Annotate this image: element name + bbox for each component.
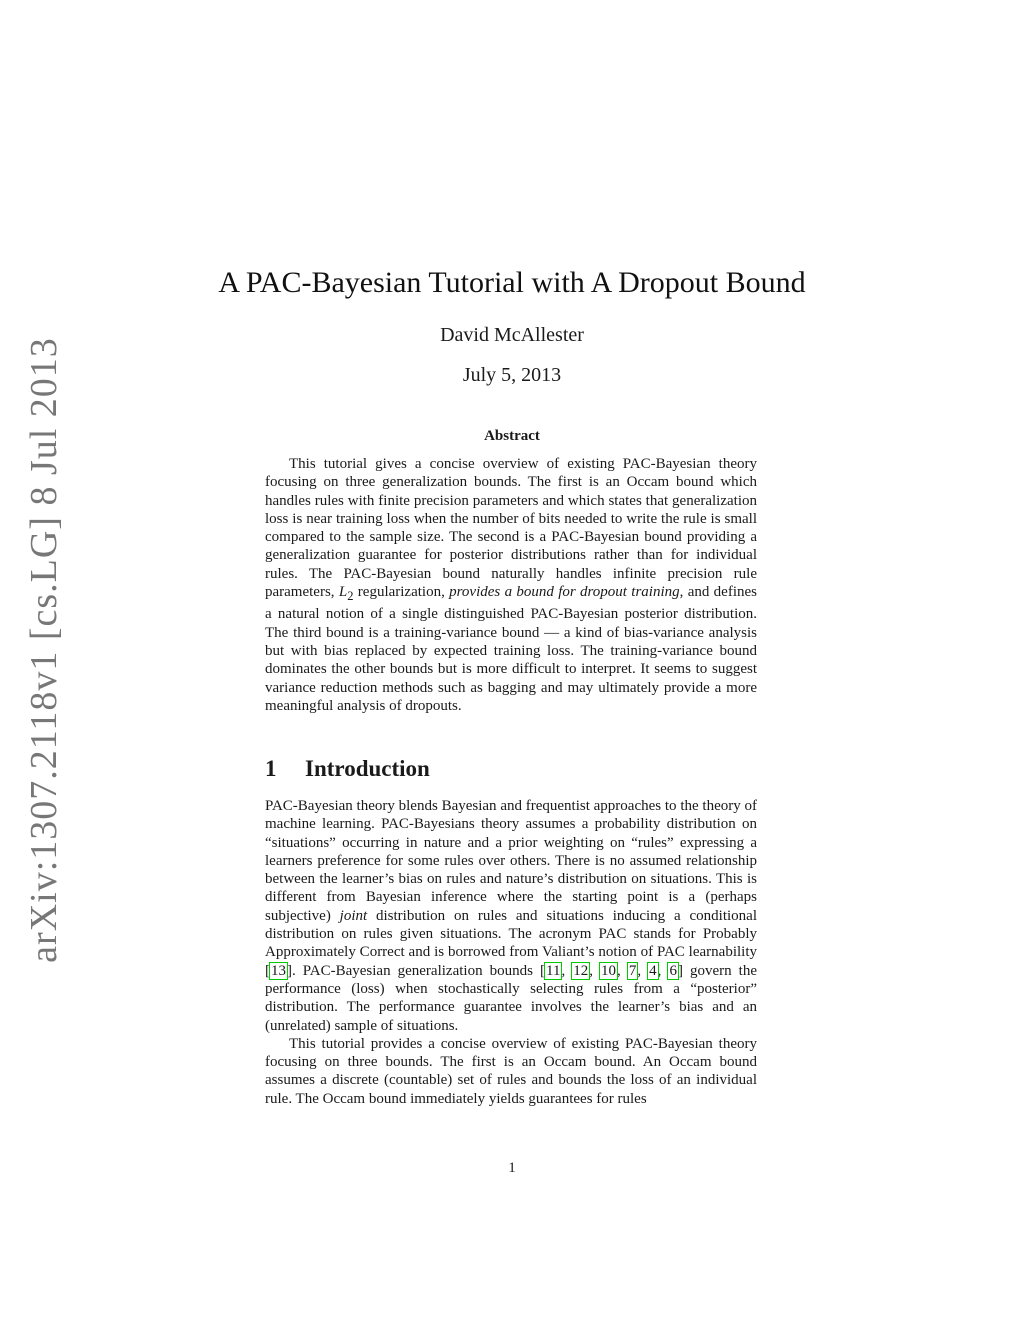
bracket-close: ]: [677, 962, 683, 979]
abstract-text-part2: regularization,: [353, 584, 450, 601]
publication-date: July 5, 2013: [462, 364, 562, 386]
citation-separator: ,: [657, 962, 669, 979]
intro-paragraph-2: This tutorial provides a concise overview of existing PAC-Bayesian theory focusing on three bounds. The first is an Occam bound. An Occam bound assumes a discrete (countable) set of rules and bounds the loss of an individual rule. The Occam bound immediately yields guarantees for rules: [265, 1035, 757, 1107]
introduction-body: [265, 797, 757, 1108]
citation-separator: ,: [637, 962, 649, 979]
citation-separator: ,: [617, 962, 628, 979]
arxiv-side-identifier: arXiv:1307.2118v1 [cs.LG] 8 Jul 2013: [23, 337, 65, 963]
section-title: Introduction: [305, 756, 430, 781]
intro-p1-text-c: . PAC-Bayesian generalization bounds: [292, 962, 540, 979]
citation-link[interactable]: 7: [628, 962, 637, 979]
intro-p1-text-b: distribution on rules and situations inducing a conditional distribution on rules given situations. The acronym PAC stands for Probably Approximately Correct and is borrowed from Valiant’s notion of PAC learnability: [265, 907, 758, 961]
abstract-body: [265, 455, 757, 715]
l2-subscript: 2: [347, 589, 354, 604]
citation-link[interactable]: 12: [573, 962, 589, 979]
abstract-text-part1: This tutorial gives a concise overview of existing PAC-Bayesian theory focusing on three generalization bounds. The first is an Occam bound which handles rules with finite precision parameters and which states that generalization loss is near training loss when the number of bits needed to write the rule is small compared to the sample size. The second is a PAC-Bayesian bound providing a generalization guarantee for posterior distributions rather than for individual rules. The PAC-Bayesian bound naturally handles infinite precision rule parameters,: [265, 456, 757, 601]
bracket-open: [: [540, 962, 545, 979]
citation-separator: ,: [589, 962, 601, 979]
citation-link[interactable]: 4: [649, 962, 657, 979]
section-number: 1: [265, 756, 277, 781]
abstract-heading: Abstract: [484, 428, 540, 444]
abstract-emphasis: provides a bound for dropout training: [449, 584, 680, 601]
citation-separator: ,: [561, 962, 573, 979]
section-heading: [265, 756, 430, 782]
citation-link[interactable]: 10: [601, 962, 617, 979]
citation-link[interactable]: 11: [546, 962, 561, 979]
abstract-text-part3: , and defines a natural notion of a single distinguished PAC-Bayesian posterior distribution. The third bound is a training-variance bound — a kind of bias-variance analysis but with bias replaced by expected training loss. The training-variance bound dominates the other bounds but is more difficult to interpret. It seems to suggest variance reduction methods such as bagging and may ultimately provide a more meaningful analysis of dropouts.: [265, 584, 757, 714]
bracket-close: ]: [287, 962, 292, 979]
paper-title: A PAC-Bayesian Tutorial with A Dropout Bound: [218, 266, 806, 299]
l2-symbol: L: [338, 584, 348, 601]
bracket-open: [: [265, 962, 270, 979]
intro-p1-text-a: PAC-Bayesian theory blends Bayesian and frequentist approaches to the theory of machine learning. PAC-Bayesians theory assumes a probability distribution on “situations” occurring in nature and a prior weighting on “rules” expressing a learners preference for some rules over others. There is no assumed relationship between the learner’s bias on rules and nature’s distribution on situations. This is different from Bayesian inference where the starting point is a (perhaps subjective): [265, 798, 757, 924]
citation-link[interactable]: 6: [669, 962, 677, 979]
page-number: 1: [508, 1160, 516, 1176]
author-name: David McAllester: [440, 324, 584, 346]
citation-link[interactable]: 13: [271, 962, 286, 979]
intro-p1-text-d: govern the performance (loss) when stochastically selecting rules from a “posterior” distribution. The performance guarantee involves the learner’s bias and an (unrelated) sample of situations.: [265, 962, 758, 1034]
intro-paragraph-1: [265, 797, 757, 1035]
intro-p1-emphasis: joint: [339, 907, 368, 924]
